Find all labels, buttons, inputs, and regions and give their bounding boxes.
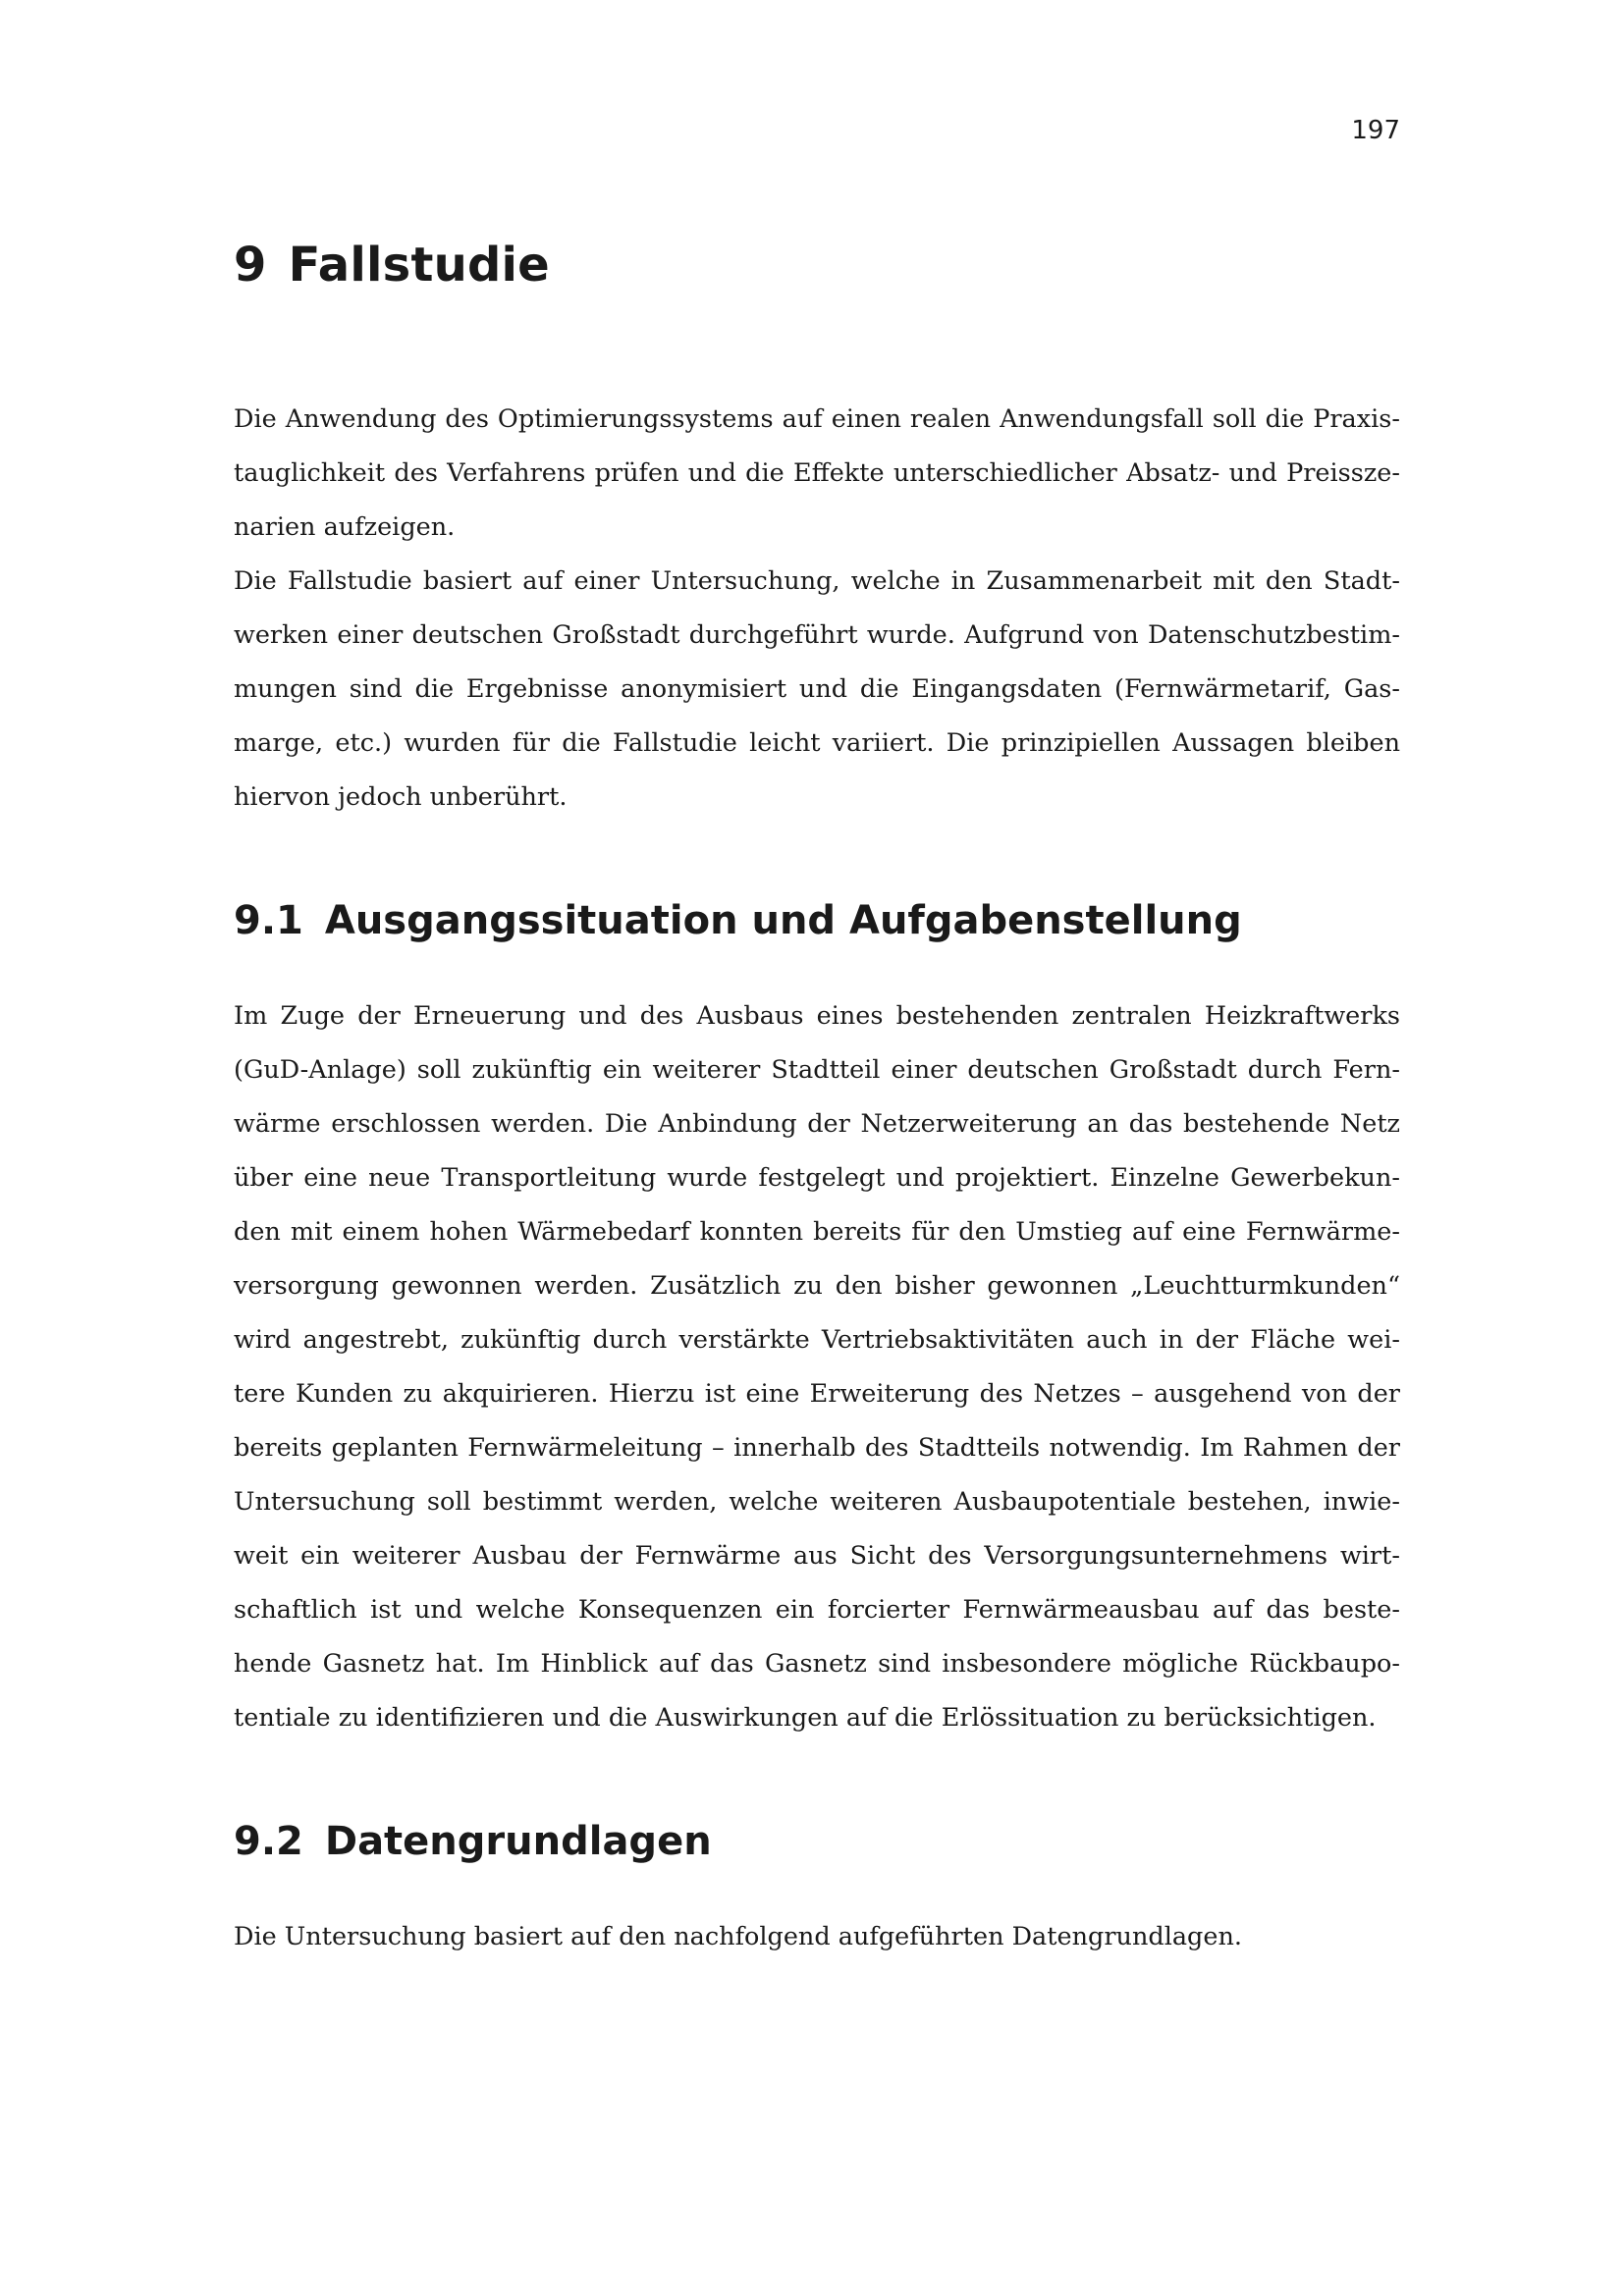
text-line: wird angestrebt, zukünftig durch verstärkte Vertriebsaktivitäten auch in der Fläche wei-: [234, 1325, 1400, 1355]
section-9-2-paragraph: [234, 1910, 1400, 1964]
section-9-1-paragraph: [234, 989, 1400, 1745]
text-line: narien aufzeigen.: [234, 512, 456, 542]
text-line: tauglichkeit des Verfahrens prüfen und die Effekte unterschiedlicher Absatz- und Preissze-: [234, 458, 1400, 488]
text-line: Die Untersuchung basiert auf den nachfolgend aufgeführten Datengrundlagen.: [234, 1922, 1242, 1951]
text-line: Die Fallstudie basiert auf einer Untersuchung, welche in Zusammenarbeit mit den Stadt-: [234, 566, 1400, 596]
text-line: den mit einem hohen Wärmebedarf konnten bereits für den Umstieg auf eine Fernwärme-: [234, 1217, 1400, 1247]
text-line: tentiale zu identifizieren und die Auswirkungen auf die Erlössituation zu berücksichtigen.: [234, 1703, 1377, 1733]
section-number: 9.2: [234, 1819, 303, 1864]
section-heading-9-1: [234, 891, 1400, 950]
text-line: wärme erschlossen werden. Die Anbindung der Netzerweiterung an das bestehende Netz: [234, 1109, 1400, 1139]
section-heading-9-2: [234, 1812, 1400, 1871]
text-line: Untersuchung soll bestimmt werden, welche weiteren Ausbaupotentiale bestehen, inwie-: [234, 1487, 1400, 1517]
page-number: 197: [1351, 116, 1400, 145]
text-line: hiervon jedoch unberührt.: [234, 782, 568, 812]
text-line: versorgung gewonnen werden. Zusätzlich zu den bisher gewonnen „Leuchtturmkunden“: [234, 1271, 1400, 1301]
text-line: Im Zuge der Erneuerung und des Ausbaus eines bestehenden zentralen Heizkraftwerks: [234, 1001, 1400, 1031]
section-title-text: Ausgangssituation und Aufgabenstellung: [324, 898, 1242, 943]
section-number: 9.1: [234, 898, 303, 943]
text-line: Die Anwendung des Optimierungssystems auf einen realen Anwendungsfall soll die Praxis-: [234, 404, 1400, 434]
chapter-title-text: Fallstudie: [288, 238, 550, 293]
chapter-number: 9: [234, 238, 267, 293]
text-line: (GuD-Anlage) soll zukünftig ein weiterer Stadtteil einer deutschen Großstadt durch Fern-: [234, 1055, 1400, 1085]
page-content: [234, 226, 1400, 1964]
text-line: mungen sind die Ergebnisse anonymisiert und die Eingangsdaten (Fernwärmetarif, Gas-: [234, 674, 1400, 704]
intro-paragraph-2: [234, 555, 1400, 825]
text-line: über eine neue Transportleitung wurde festgelegt und projektiert. Einzelne Gewerbekun-: [234, 1163, 1400, 1193]
text-line: bereits geplanten Fernwärmeleitung – innerhalb des Stadtteils notwendig. Im Rahmen der: [234, 1433, 1400, 1463]
chapter-title: [234, 226, 1400, 304]
text-line: tere Kunden zu akquirieren. Hierzu ist eine Erweiterung des Netzes – ausgehend von der: [234, 1379, 1400, 1409]
section-title-text: Datengrundlagen: [324, 1819, 712, 1864]
text-line: schaftlich ist und welche Konsequenzen ein forcierter Fernwärmeausbau auf das beste-: [234, 1595, 1400, 1625]
text-line: marge, etc.) wurden für die Fallstudie leicht variiert. Die prinzipiellen Aussagen bleiben: [234, 728, 1400, 758]
text-line: weit ein weiterer Ausbau der Fernwärme aus Sicht des Versorgungsunternehmens wirt-: [234, 1541, 1400, 1571]
intro-paragraph-1: [234, 393, 1400, 555]
text-line: hende Gasnetz hat. Im Hinblick auf das Gasnetz sind insbesondere mögliche Rückbaupo-: [234, 1649, 1400, 1679]
text-line: werken einer deutschen Großstadt durchgeführt wurde. Aufgrund von Datenschutzbestim-: [234, 620, 1400, 650]
